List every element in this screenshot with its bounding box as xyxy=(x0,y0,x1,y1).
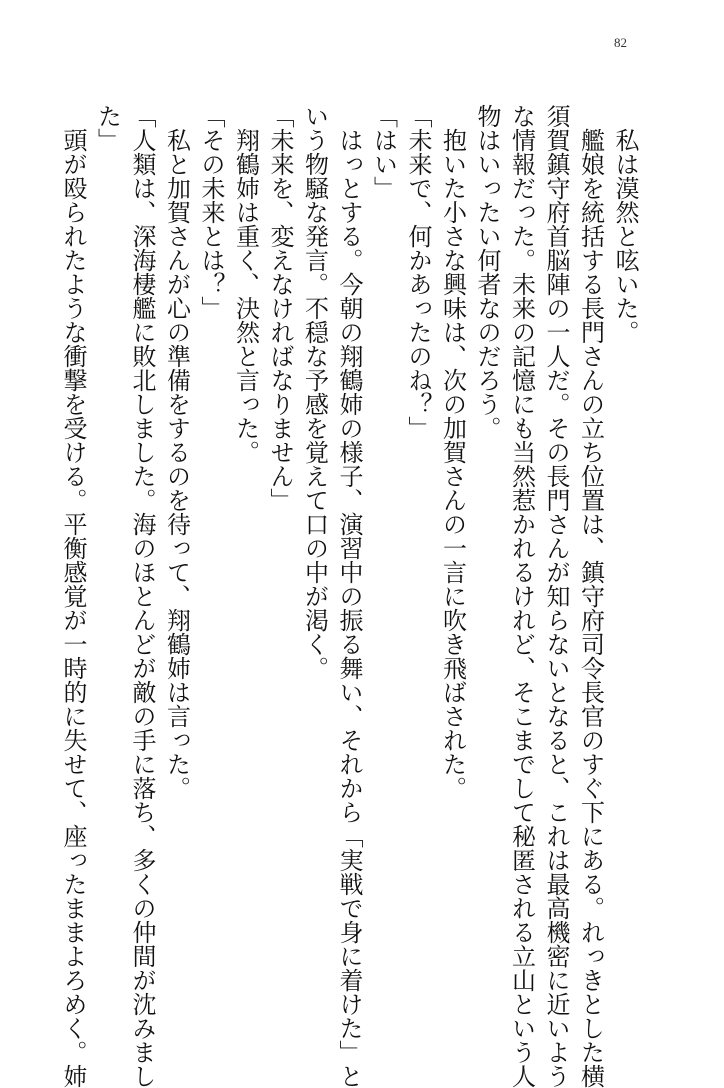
text-line: 艦娘を統括する長門さんの立ち位置は、鎮守府司令長官のすぐ下にある。れっきとした横 xyxy=(576,104,605,1088)
text-line: はっとする。今朝の翔鶴姉の様子、演習中の振る舞い、それから「実戦で身に着けた」と xyxy=(335,104,363,1088)
text-line: 物はいったい何者なのだろう。 xyxy=(473,104,501,440)
text-line: た」 xyxy=(93,104,122,152)
text-line: 抱いた小さな興味は、次の加賀さんの一言に吹き飛ばされた。 xyxy=(438,104,467,800)
text-line: いう物騒な発言。不穏な予感を覚えて口の中が渇く。 xyxy=(300,104,329,680)
body-text xyxy=(56,104,643,1088)
text-line: 「はい」 xyxy=(369,104,398,200)
text-line: 須賀鎮守府首脳陣の一人だ。その長門さんが知らないとなると、これは最高機密に近いよう xyxy=(542,104,570,1088)
text-line: 翔鶴姉は重く、決然と言った。 xyxy=(231,104,260,464)
text-line: 「未来で、何かあったのね？」 xyxy=(404,104,432,440)
page-number: 82 xyxy=(614,35,627,50)
text-line: 「人類は、深海棲艦に敗北しました。海のほとんどが敵の手に落ち、多くの仲間が沈みまし xyxy=(128,104,156,1088)
text-line: 私は漠然と呟いた。 xyxy=(611,104,639,344)
text-line: 「未来を、変えなければなりません」 xyxy=(266,104,294,512)
text-line: 「その未来とは？」 xyxy=(197,104,225,320)
text-line: 頭が殴られたような衝撃を受ける。平衡感覚が一時的に失せて、座ったままよろめく。姉 xyxy=(59,104,87,1088)
text-line: な情報だった。未来の記憶にも当然惹かれるけれど、そこまでして秘匿される立山という人 xyxy=(507,104,536,1088)
text-line: 私と加賀さんが心の準備をするのを待って、翔鶴姉は言った。 xyxy=(162,104,191,800)
